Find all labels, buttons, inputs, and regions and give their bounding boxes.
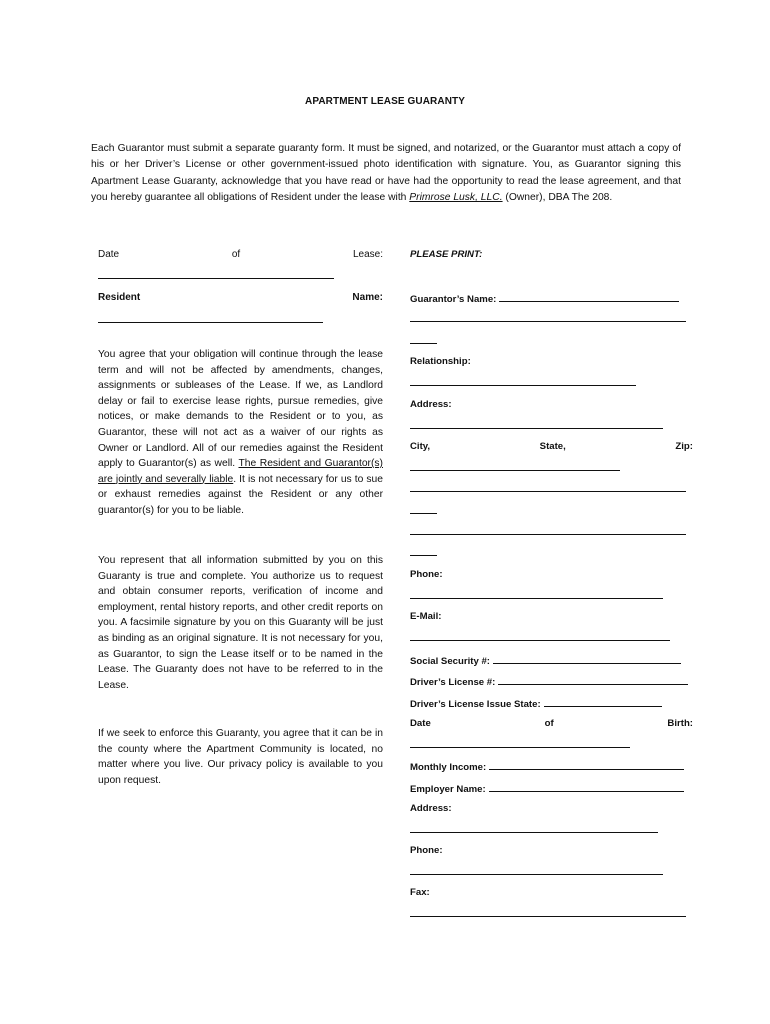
employer-name-row bbox=[410, 782, 684, 795]
employer-phone-label: Phone: bbox=[410, 845, 443, 856]
representation-paragraph: You represent that all information submitted by you on this Guaranty is true and complete. You authorize us to request and obtain consumer reports, verification of income and employment, rental history reports, and other credit reports on you. A facsimile signature by you on this Guaranty will be just as binding as an original signature. It is not necessary for you, as Guarantor, to sign the Lease itself or to be named in the Lease. The Guaranty does not have to be referred to in the Lease. bbox=[98, 555, 383, 691]
dob-date-word: Date bbox=[410, 718, 431, 729]
owner-name: Primrose Lusk, LLC. bbox=[409, 192, 503, 204]
date-of-lease-field[interactable] bbox=[98, 278, 334, 279]
zip-word: Zip: bbox=[675, 441, 693, 452]
joint-liability-text: The Resident and Guarantor(s) are jointly and severally liable bbox=[98, 458, 383, 485]
obligation-text: You agree that your obligation will continue through the lease term and will not be affected by amendments, changes, assignments or subleases of the Lease. If we, as Landlord delay or fail to exercise lease rights, pursue remedies, give notices, or make demands to the Resident or to you, as Guarantor, these will not act as a waiver of our rights as Owner or Landlord. All of our remedies against the Resident apply to Guarantor(s) as well. bbox=[98, 349, 383, 470]
dl-issue-state-row bbox=[410, 697, 662, 710]
employer-address-field[interactable] bbox=[410, 832, 658, 833]
employer-phone-field[interactable] bbox=[410, 874, 663, 875]
guarantor-name-field[interactable] bbox=[499, 292, 679, 302]
intro-text-end: (Owner), DBA The 208. bbox=[502, 192, 613, 204]
phone-field[interactable] bbox=[410, 598, 663, 599]
ssn-field[interactable] bbox=[493, 654, 681, 664]
city-word: City, bbox=[410, 441, 431, 452]
address-label: Address: bbox=[410, 399, 452, 410]
city-state-zip-field-line4[interactable] bbox=[410, 534, 686, 535]
dob-of-word: of bbox=[544, 718, 554, 729]
drivers-license-field[interactable] bbox=[498, 675, 688, 685]
address-field[interactable] bbox=[410, 428, 663, 429]
monthly-income-label: Monthly Income: bbox=[410, 762, 487, 773]
name-word: Name: bbox=[352, 292, 383, 303]
employer-name-label: Employer Name: bbox=[410, 784, 486, 795]
fax-label: Fax: bbox=[410, 887, 430, 898]
relationship-label: Relationship: bbox=[410, 356, 471, 367]
guarantor-name-row bbox=[410, 292, 679, 305]
guarantor-name-field-line2[interactable] bbox=[410, 321, 686, 322]
date-of-birth-label bbox=[410, 718, 693, 729]
please-print-label: PLEASE PRINT: bbox=[410, 249, 483, 260]
state-word: State, bbox=[539, 441, 566, 452]
guarantor-name-label: Guarantor’s Name: bbox=[410, 294, 497, 305]
dob-birth-word: Birth: bbox=[667, 718, 693, 729]
enforcement-paragraph: If we seek to enforce this Guaranty, you agree that it can be in the county where the Apartment Community is located, no matter where you live. Our privacy policy is available to you upon request. bbox=[98, 728, 383, 786]
obligation-paragraph bbox=[98, 347, 383, 519]
dl-issue-state-field[interactable] bbox=[544, 697, 662, 707]
lease-word: Lease: bbox=[352, 249, 383, 260]
city-state-zip-field[interactable] bbox=[410, 470, 620, 471]
city-state-zip-field-line5[interactable] bbox=[410, 555, 437, 556]
ssn-row bbox=[410, 654, 681, 667]
resident-name-field[interactable] bbox=[98, 322, 323, 323]
monthly-income-row bbox=[410, 760, 684, 773]
guarantor-name-field-line3[interactable] bbox=[410, 343, 437, 344]
employer-name-field[interactable] bbox=[489, 782, 684, 792]
city-state-zip-field-line2[interactable] bbox=[410, 491, 686, 492]
ssn-label: Social Security #: bbox=[410, 656, 490, 667]
resident-name-label bbox=[98, 292, 383, 303]
date-of-lease-label bbox=[98, 249, 383, 260]
dl-issue-state-label: Driver’s License Issue State: bbox=[410, 699, 541, 710]
relationship-field[interactable] bbox=[410, 385, 636, 386]
document-title: APARTMENT LEASE GUARANTY bbox=[305, 96, 465, 107]
fax-field[interactable] bbox=[410, 916, 686, 917]
employer-address-label: Address: bbox=[410, 803, 452, 814]
city-state-zip-field-line3[interactable] bbox=[410, 513, 437, 514]
of-word: of bbox=[231, 249, 241, 260]
city-state-zip-label bbox=[410, 441, 693, 452]
drivers-license-label: Driver’s License #: bbox=[410, 677, 496, 688]
email-field[interactable] bbox=[410, 640, 670, 641]
date-word: Date bbox=[98, 249, 120, 260]
phone-label: Phone: bbox=[410, 569, 443, 580]
intro-text: Each Guarantor must submit a separate guaranty form. It must be signed, and notarized, or the Guarantor must attach a copy of his or her Driver’s License or other government-issued photo identification with signature. You, as Guarantor signing this Apartment Lease Guaranty, acknowledge that you have read or have had the opportunity to read the lease agreement, and that you hereby guarantee all obligations of Resident under the lease with bbox=[91, 143, 681, 204]
intro-paragraph bbox=[91, 141, 681, 207]
email-label: E-Mail: bbox=[410, 611, 442, 622]
obligation-text-end: . It is not necessary for us to sue or exhaust remedies against the Resident or any other guarantor(s) for you to be liable. bbox=[98, 473, 383, 516]
monthly-income-field[interactable] bbox=[489, 760, 684, 770]
date-of-birth-field[interactable] bbox=[410, 747, 630, 748]
resident-word: Resident bbox=[98, 292, 141, 303]
drivers-license-row bbox=[410, 675, 688, 688]
